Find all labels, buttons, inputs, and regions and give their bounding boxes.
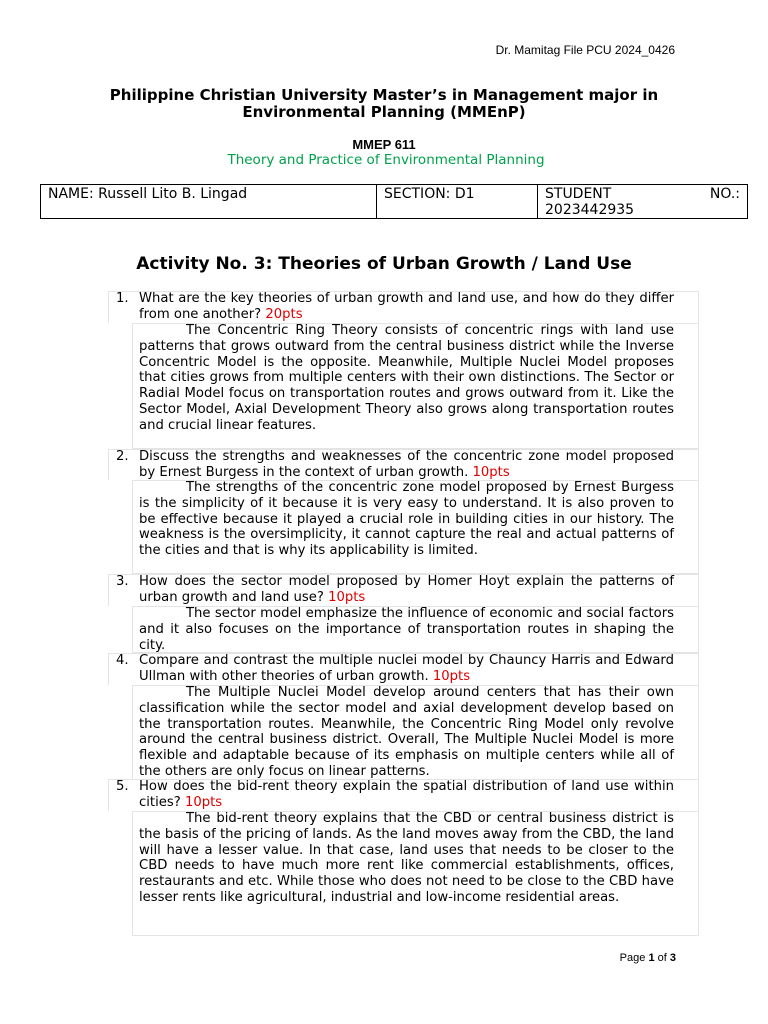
activity-title: Activity No. 3: Theories of Urban Growth / Land Use xyxy=(136,254,632,274)
question-text: Compare and contrast the multiple nuclei model by Chauncy Harris and Edward Ullman with other theories of urban growth. 10pts xyxy=(139,653,674,684)
section-value: SECTION: D1 xyxy=(384,186,475,202)
answer-text: The bid-rent theory explains that the CBD or central business district is the basis of the pricing of lands. As the land moves away from the CBD, the land will have a lesser value. In that case, land uses that needs to be closer to the CBD needs to have much more rent like commercial establishments, offices, restaurants and etc. While those who does not need to be close to the CBD have lesser rents like agricultural, industrial and low-income residential areas. xyxy=(139,811,674,905)
question-number: 3. xyxy=(116,574,129,589)
question-points: 20pts xyxy=(265,306,303,322)
question-points: 10pts xyxy=(184,794,223,810)
answer-text: The sector model emphasize the influence of economic and social factors and it also focuses on the importance of transportation routes in shaping the city. xyxy=(139,606,674,653)
question-points: 10pts xyxy=(472,464,510,480)
student-no-label: STUDENT xyxy=(545,186,612,202)
student-no-cell xyxy=(538,185,748,219)
question-text: How does the bid-rent theory explain the spatial distribution of land use within cities? 10pts xyxy=(139,779,674,810)
question-points: 10pts xyxy=(432,668,471,684)
question-text: What are the key theories of urban growth and land use, and how do they differ from one another? 20pts xyxy=(139,291,674,322)
question-number: 1. xyxy=(116,291,129,306)
question-points: 10pts xyxy=(328,589,366,605)
question-number: 5. xyxy=(116,779,129,794)
question-number: 4. xyxy=(116,653,129,668)
question-number: 2. xyxy=(116,449,129,464)
page-number: Page 1 of 3 xyxy=(619,952,676,964)
answer-text: The Multiple Nuclei Model develop around centers that has their own classification while the sector model and axial development develop based on the transportation routes. Meanwhile, the Concentric Ring Model only revolve around the central business district. Overall, The Multiple Nuclei Model is more flexible and adaptable because of its emphasis on multiple centers while all of the others are only focus on linear patterns. xyxy=(139,685,674,779)
file-reference: Dr. Mamitag File PCU 2024_0426 xyxy=(495,43,675,57)
name-cell xyxy=(41,185,377,219)
student-no-label-suffix: NO.: xyxy=(709,186,740,202)
course-code: MMEP 611 xyxy=(352,137,416,152)
question-text: Discuss the strengths and weaknesses of the concentric zone model proposed by Ernest Burgess in the context of urban growth. 10pts xyxy=(139,449,674,480)
student-info-table xyxy=(40,184,748,219)
answer-text: The strengths of the concentric zone model proposed by Ernest Burgess is the simplicity of it because it is very easy to understand. It is also proven to be effective because it played a crucial role in building cities in our history. The weakness is the oversimplicity, it cannot capture the real and actual patterns of the cities and that is why its applicability is limited. xyxy=(139,480,674,559)
question-text: How does the sector model proposed by Homer Hoyt explain the patterns of urban growth and land use? 10pts xyxy=(139,574,674,605)
university-title: Philippine Christian University Master’s in Management major in Environmental Planning (MMEnP) xyxy=(109,86,659,121)
student-no-value: 2023442935 xyxy=(545,202,635,218)
course-name: Theory and Practice of Environmental Planning xyxy=(227,152,545,168)
answer-text: The Concentric Ring Theory consists of concentric rings with land use patterns that grows outward from the central business district while the Inverse Concentric Model is the opposite. Meanwhile, Multiple Nuclei Model proposes that cities grows from multiple centers with their own distinctions. The Sector or Radial Model focus on transportation routes and grows outward from it. Like the Sector Model, Axial Development Theory also grows along transportation routes and crucial linear features. xyxy=(139,323,674,433)
student-name: NAME: Russell Lito B. Lingad xyxy=(48,186,248,202)
section-cell xyxy=(377,185,538,219)
